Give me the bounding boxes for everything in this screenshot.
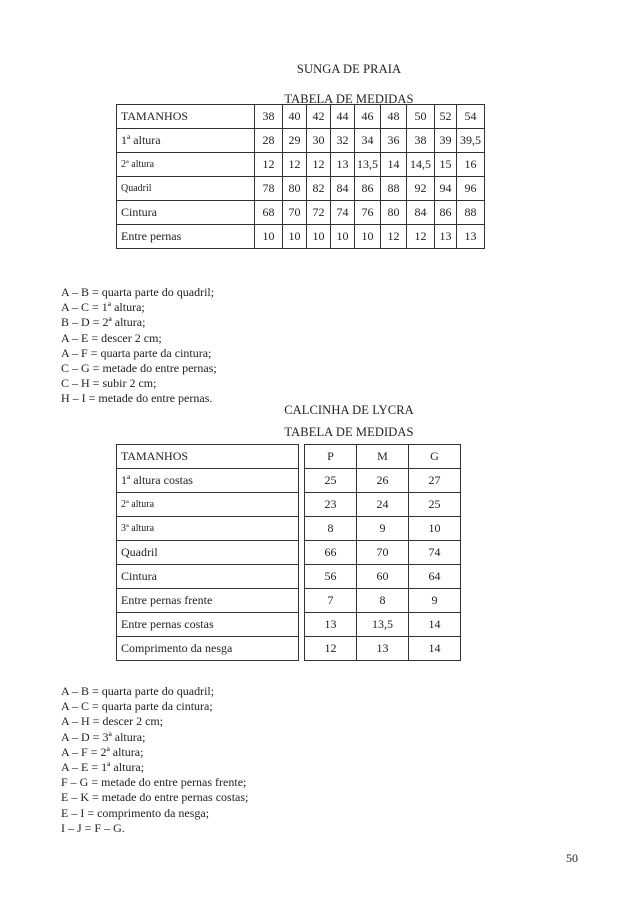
header-label: TAMANHOS bbox=[117, 445, 299, 469]
section-title-sunga: SUNGA DE PRAIA bbox=[296, 62, 402, 76]
table-cell: 30 bbox=[307, 129, 331, 153]
instruction-line: A – H = descer 2 cm; bbox=[61, 714, 164, 729]
table-cell: 86 bbox=[355, 177, 381, 201]
table-cell: 14,5 bbox=[407, 153, 435, 177]
instruction-line: A – F = 2ª altura; bbox=[61, 744, 144, 759]
table-cell: 76 bbox=[355, 201, 381, 225]
row-label: 1ª altura costas bbox=[117, 469, 299, 493]
size-header: 44 bbox=[331, 105, 355, 129]
section-title-calcinha: CALCINHA DE LYCRA bbox=[284, 403, 414, 417]
row-label: Cintura bbox=[117, 565, 299, 589]
table-cell: 92 bbox=[407, 177, 435, 201]
table-cell: 10 bbox=[255, 225, 283, 249]
header-label: TAMANHOS bbox=[117, 105, 255, 129]
row-label: 1ª altura bbox=[117, 129, 255, 153]
table-cell: 10 bbox=[283, 225, 307, 249]
table-row bbox=[117, 225, 485, 249]
table-cell: 74 bbox=[409, 541, 461, 565]
table-cell: 70 bbox=[357, 541, 409, 565]
size-header: 54 bbox=[457, 105, 485, 129]
table-cell: 36 bbox=[381, 129, 407, 153]
instruction-line: I – J = F – G. bbox=[61, 820, 125, 835]
table-row bbox=[117, 469, 461, 493]
table-cell: 27 bbox=[409, 469, 461, 493]
size-header: P bbox=[305, 445, 357, 469]
table-cell: 68 bbox=[255, 201, 283, 225]
table-title-calcinha: TABELA DE MEDIDAS bbox=[284, 425, 414, 439]
table-cell: 16 bbox=[457, 153, 485, 177]
table-cell: 96 bbox=[457, 177, 485, 201]
table-cell: 26 bbox=[357, 469, 409, 493]
table-cell: 12 bbox=[407, 225, 435, 249]
row-label: Entre pernas costas bbox=[117, 613, 299, 637]
size-header: 42 bbox=[307, 105, 331, 129]
table-cell: 10 bbox=[409, 517, 461, 541]
table-cell: 12 bbox=[283, 153, 307, 177]
table-cell: 60 bbox=[357, 565, 409, 589]
table-cell: 82 bbox=[307, 177, 331, 201]
table-cell: 9 bbox=[409, 589, 461, 613]
table-row bbox=[117, 565, 461, 589]
row-label: Cintura bbox=[117, 201, 255, 225]
instruction-line: E – K = metade do entre pernas costas; bbox=[61, 790, 249, 805]
row-label: Comprimento da nesga bbox=[117, 637, 299, 661]
table-cell: 29 bbox=[283, 129, 307, 153]
size-header: 40 bbox=[283, 105, 307, 129]
instruction-line: C – G = metade do entre pernas; bbox=[61, 361, 217, 376]
table-cell: 14 bbox=[409, 613, 461, 637]
table-cell: 9 bbox=[357, 517, 409, 541]
table-row bbox=[117, 153, 485, 177]
table-cell: 15 bbox=[435, 153, 457, 177]
row-label: Quadril bbox=[117, 541, 299, 565]
table-cell: 7 bbox=[305, 589, 357, 613]
table-cell: 13,5 bbox=[355, 153, 381, 177]
instruction-line: B – D = 2ª altura; bbox=[61, 315, 146, 330]
size-table-calcinha bbox=[116, 444, 461, 661]
table-cell: 10 bbox=[355, 225, 381, 249]
instruction-line: C – H = subir 2 cm; bbox=[61, 376, 157, 391]
instruction-line: A – B = quarta parte do quadril; bbox=[61, 285, 215, 299]
table-cell: 88 bbox=[381, 177, 407, 201]
instructions-sunga bbox=[61, 285, 217, 407]
instruction-line: E – I = comprimento da nesga; bbox=[61, 805, 210, 820]
table-cell: 56 bbox=[305, 565, 357, 589]
table-cell: 84 bbox=[407, 201, 435, 225]
table-cell: 66 bbox=[305, 541, 357, 565]
table-row bbox=[117, 613, 461, 637]
table-row bbox=[117, 129, 485, 153]
table-cell: 84 bbox=[331, 177, 355, 201]
table-cell: 25 bbox=[409, 493, 461, 517]
table-cell: 23 bbox=[305, 493, 357, 517]
table-row bbox=[117, 637, 461, 661]
instruction-line: A – E = descer 2 cm; bbox=[61, 330, 162, 345]
row-label: Quadril bbox=[117, 177, 255, 201]
table-cell: 14 bbox=[409, 637, 461, 661]
table-cell: 12 bbox=[255, 153, 283, 177]
instruction-line: A – D = 3ª altura; bbox=[61, 729, 146, 744]
table-cell: 24 bbox=[357, 493, 409, 517]
instruction-line: A – B = quarta parte do quadril; bbox=[61, 684, 215, 698]
table-cell: 8 bbox=[357, 589, 409, 613]
instruction-line: A – E = 1ª altura; bbox=[61, 760, 145, 775]
table-row bbox=[117, 493, 461, 517]
size-header: 52 bbox=[435, 105, 457, 129]
table-title-sunga: TABELA DE MEDIDAS bbox=[284, 92, 414, 106]
table-cell: 13 bbox=[305, 613, 357, 637]
table-cell: 94 bbox=[435, 177, 457, 201]
table-cell: 28 bbox=[255, 129, 283, 153]
row-label: 3ª altura bbox=[117, 517, 299, 541]
table-row bbox=[117, 177, 485, 201]
row-label: Entre pernas bbox=[117, 225, 255, 249]
table-cell: 14 bbox=[381, 153, 407, 177]
table-cell: 12 bbox=[307, 153, 331, 177]
table-cell: 10 bbox=[331, 225, 355, 249]
row-label: 2ª altura bbox=[117, 153, 255, 177]
table-cell: 38 bbox=[407, 129, 435, 153]
table-row bbox=[117, 517, 461, 541]
table-cell: 64 bbox=[409, 565, 461, 589]
table-cell: 13 bbox=[457, 225, 485, 249]
instruction-line: A – C = quarta parte da cintura; bbox=[61, 699, 213, 714]
size-header: 48 bbox=[381, 105, 407, 129]
table-cell: 78 bbox=[255, 177, 283, 201]
table-cell: 39 bbox=[435, 129, 457, 153]
table-row bbox=[117, 201, 485, 225]
table-cell: 86 bbox=[435, 201, 457, 225]
table-cell: 88 bbox=[457, 201, 485, 225]
size-header: 38 bbox=[255, 105, 283, 129]
row-label: Entre pernas frente bbox=[117, 589, 299, 613]
table-cell: 13,5 bbox=[357, 613, 409, 637]
table-cell: 12 bbox=[305, 637, 357, 661]
instructions-calcinha bbox=[61, 684, 248, 836]
table-cell: 32 bbox=[331, 129, 355, 153]
size-header: 50 bbox=[407, 105, 435, 129]
instruction-line: A – C = 1ª altura; bbox=[61, 300, 145, 315]
size-table-sunga bbox=[116, 104, 485, 249]
instruction-line: H – I = metade do entre pernas. bbox=[61, 391, 213, 406]
table-cell: 39,5 bbox=[457, 129, 485, 153]
row-label: 2ª altura bbox=[117, 493, 299, 517]
table-header-row bbox=[117, 445, 461, 469]
table-cell: 8 bbox=[305, 517, 357, 541]
table-cell: 72 bbox=[307, 201, 331, 225]
table-row bbox=[117, 589, 461, 613]
table-cell: 13 bbox=[331, 153, 355, 177]
instruction-line: A – F = quarta parte da cintura; bbox=[61, 345, 212, 360]
table-cell: 13 bbox=[435, 225, 457, 249]
table-cell: 80 bbox=[381, 201, 407, 225]
size-header: M bbox=[357, 445, 409, 469]
table-cell: 34 bbox=[355, 129, 381, 153]
table-cell: 10 bbox=[307, 225, 331, 249]
table-cell: 12 bbox=[381, 225, 407, 249]
size-header: 46 bbox=[355, 105, 381, 129]
table-header-row bbox=[117, 105, 485, 129]
table-cell: 74 bbox=[331, 201, 355, 225]
page-number: 50 bbox=[566, 851, 578, 865]
size-header: G bbox=[409, 445, 461, 469]
table-cell: 13 bbox=[357, 637, 409, 661]
table-row bbox=[117, 541, 461, 565]
table-cell: 80 bbox=[283, 177, 307, 201]
instruction-line: F – G = metade do entre pernas frente; bbox=[61, 775, 247, 790]
table-cell: 70 bbox=[283, 201, 307, 225]
table-cell: 25 bbox=[305, 469, 357, 493]
